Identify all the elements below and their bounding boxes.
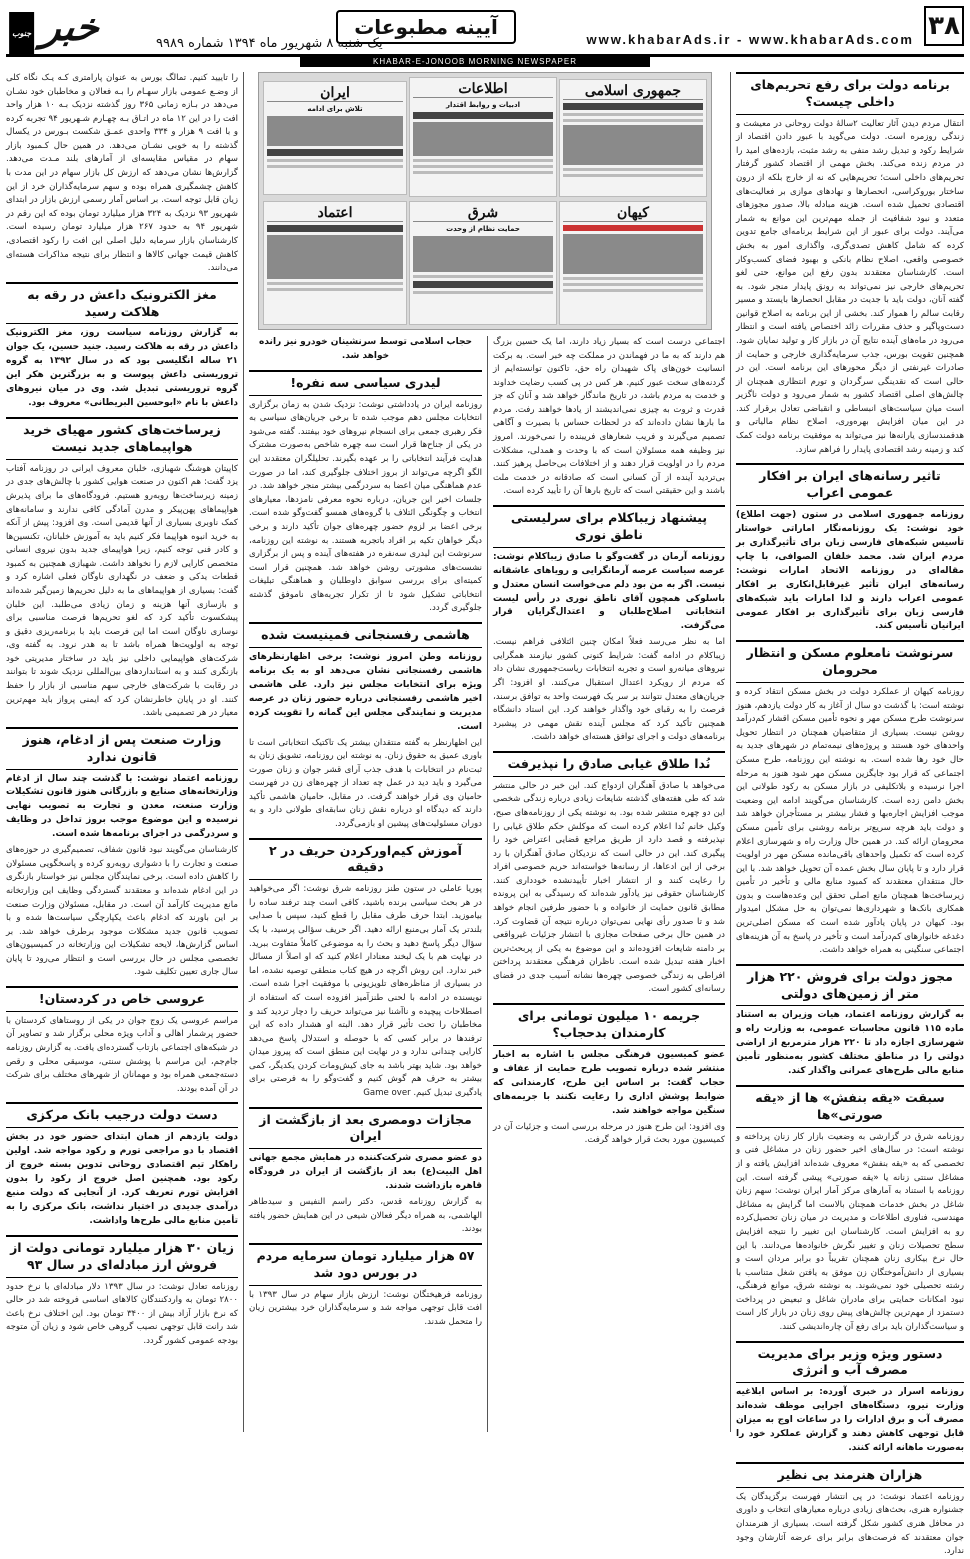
article-body: روزنامه اعتماد نوشت: در پی انتشار فهرست برگزیدگان یک جشنواره هنری، بحث‌های زیادی درباره معیارهای انتخاب و داوری در محافل هنری کشور شکل گرفته است. بسیاری از هنرمندان جوان معتقدند که فرصت‌های برابر برای عرضه آثارشان وجود ندارد.: [736, 1491, 964, 1557]
article-body: مراسم عروسی یک زوج جوان در یکی از روستاهای کردستان با حضور پرشمار اهالی و آداب ویژه محلی برگزار شد و تصاویر آن در شبکه‌های اجتماعی بازتاب گسترده‌ای یافت. به گزارش روزنامه جام‌جم، این مراسم با پوشش سنتی، موسیقی محلی و رقص دسته‌جمعی همراه بود و مهمانان از شهرهای مختلف برای شرکت در آن آمده بودند.: [6, 1015, 238, 1094]
newspapers-collage-photo: [258, 72, 712, 330]
article-headline[interactable]: سبقت «یقه بنفش» ها از «یقه صورتی»ها: [736, 1085, 964, 1128]
article-headline[interactable]: پیشنهاد زیباکلام برای سرلیستی ناطق نوری: [493, 505, 725, 548]
logo-subtitle: جنوب: [9, 12, 34, 54]
newspaper-headline: حمایت نظام از وحدت: [446, 225, 520, 233]
newspaper-masthead: کیهان: [563, 205, 703, 222]
section-title: آیینه مطبوعات: [336, 10, 516, 44]
newspaper-front-page: [559, 201, 707, 325]
article-headline[interactable]: زیرساخت‌های کشور مهیای خرید هواپیماهای جدید نیست: [6, 417, 238, 460]
column-left: [6, 72, 238, 1432]
article: [493, 1003, 725, 1148]
article-body: وی افزود: این طرح هنوز در مرحله بررسی است و جزئیات آن در کمیسیون مورد بحث قرار خواهد گرفت.: [493, 1121, 725, 1146]
article: [6, 282, 238, 411]
article-headline[interactable]: سرنوشت نامعلوم مسکن و انتظار محرومان: [736, 640, 964, 683]
article: [736, 463, 964, 634]
newspaper-masthead: اطلاعات: [413, 81, 553, 98]
article: [493, 336, 725, 499]
site-url[interactable]: www.khabarAds.ir - www.khabarAds.com: [586, 32, 914, 47]
article: [493, 505, 725, 745]
article-body: اما به نظر می‌رسد فعلاً امکان چنین ائتلافی فراهم نیست. زیباکلام در ادامه گفت: شرایط کنونی کشور نیازمند همگرایی نیروهای میانه‌رو است و تجربه انتخابات ریاست‌جمهوری نشان داد که مردم از رویکرد اعتدال استقبال می‌کنند. او افزود: اگر جریان‌های معتدل نتوانند بر سر یک فهرست واحد به توافق برسند، فرصت را به رقبای خود واگذار خواهند کرد. این استاد دانشگاه همچنین تأکید کرد که مجلس آینده نقش مهمی در پیشبرد برنامه‌های دولت و اجرای توافق هسته‌ای خواهد داشت.: [493, 637, 725, 743]
article-headline[interactable]: تاثیر رسانه‌های ایران بر افکار عمومی اعراب: [736, 463, 964, 506]
newspaper-front-page: [559, 79, 707, 197]
article-body: کارشناسان می‌گویند نبود قانون شفاف، تصمیم‌گیری در حوزه‌های صنعت و تجارت را با دشواری روبه‌رو کرده و پاسخگویی مسئولان را کاهش داده است. برخی نمایندگان مجلس نیز خواستار بازنگری در این ادغام شده‌اند و معتقدند گستردگی وظایف این وزارتخانه مانع مدیریت کارآمد آن است. در مقابل، مسئولان وزارت صنعت بر این باورند که ادغام باعث یکپارچگی سیاست‌ها شده و با تصویب قانون جدید مشکلات موجود برطرف خواهد شد. بر اساس گزارش‌ها، لایحه تشکیلات این وزارتخانه در کمیسیون‌های تخصصی مجلس در حال بررسی است و انتظار می‌رود تا پایان سال جاری تعیین تکلیف شود.: [6, 845, 238, 978]
newspaper-masthead: ایران: [267, 85, 403, 102]
article-body: را تاییید کنیم. تمالگ بورس به عنوان پارامتری کـه یـک نگاه کلی از وضـع عمومی بازار سهـام را بـه فعالان و مخاطبان خود نشـان می‌دهد در بـازه زمانی ۳۶۵ روز گذشته نزدیک بـه ۱۰ هزار واحد افت را در این ۱۲ ماه در اتـاق بـه چهـارم شـهریور ۹۴ تجربه کرده و با افت ۹ هزار و ۳۳۴ واحدی عمـق شکست بـورس در یکسال گذشته را به خوبی نشـان می‌دهد. در همین حال کـمبود بازار سهام در مقیاس مقایسه‌ای از آمارهای بلند مـدت می‌دهد. گزارش‌ها نشان می‌دهد که ارزش کل بازار سهام در این مدت با کاهش چشمگیری همراه بوده و سهم سرمایه‌گذاران خرد از این زیان قابل توجه است. بر اساس آمار رسمی ارزش بازار در ابتدای شهریور ۹۳ نزدیک به ۳۲۴ هزار میلیارد تومان بوده که این رقم در شهریور ۹۴ به حدود ۲۶۷ هزار میلیارد تومان رسیده است. کارشناسان بازار سرمایه دلیل اصلی این افت را رکود اقتصادی، کاهش قیمت جهانی کالاها و انتظار برای نتیجه مذاکرات هسته‌ای می‌دانند.: [6, 73, 238, 274]
article-lead: روزنامه وطن امروز نوشت: برخی اظهارنظرهای هاشمی رفسنجانی نشان می‌دهد او به یک برنامه ویژه برای انتخابات مجلس نیز دارد. علی هاشمی اخیر هاشمی رفسنجانی درباره حضور زنان در عرصه مدیریت و نمایندگی مجلس این گمانه را تقویت کرده است.: [249, 651, 482, 732]
newspaper-front-page: [263, 201, 407, 325]
newspaper-front-page: [409, 201, 557, 325]
article-headline[interactable]: آموزش کیم‌اورکردن حریف در ۲ دقیقه: [249, 838, 482, 881]
article-headline[interactable]: وزارت صنعت پس از ادغام، هنوز قانون ندارد: [6, 727, 238, 770]
column-divider: [730, 72, 731, 1432]
article: [736, 1085, 964, 1334]
article-headline[interactable]: هاشمی رفسنجانی فمینیست شده: [249, 622, 482, 648]
article-lead: به گزارش روزنامه اعتماد، هیات وزیران به استناد ماده ۱۱۵ قانون محاسبات عمومی، به وزارت راه و شهرسازی اجازه داد تا ۲۲۰ هزار مترمربع از اراضی دولتی را در مناطق مختلف کشور به‌منظور تأمین منابع مالی طرح‌های عمرانی واگذار کند.: [736, 1010, 964, 1077]
article-headline[interactable]: عروسی خاص در کردستان!: [6, 986, 238, 1012]
article: [249, 1107, 482, 1237]
article: [736, 72, 964, 457]
article: [6, 986, 238, 1096]
article-lead: روزنامه اعتماد نوشت: با گذشت چند سال از ادغام وزارتخانه‌های صنایع و بازرگانی هنوز قانون تشکیلات وزارت صنعت، معدن و تجارت به تصویب نهایی نرسیده و این موضوع موجب بروز تداخل در وظایف و سردرگمی در اجرای برنامه‌ها شده است.: [6, 773, 238, 840]
masthead: [6, 6, 964, 54]
newspaper-logo: [2, 6, 140, 50]
article-headline[interactable]: مجوز دولت برای فروش ۲۲۰ هزار متر از زمین‌های دولتی: [736, 964, 964, 1007]
article-body: روزنامه ایران در یادداشتی نوشت: نزدیک شدن به زمان برگزاری انتخابات مجلس دهم موجب شده تا برخی جریان‌های سیاسی به فکر رهبری جمعی برای انسجام نیروهای خود بیفتند. گفته می‌شود در یکی از جناح‌ها قرار است سه چهره شاخص به‌صورت مشترک هدایت فرآیند انتخاباتی را بر عهده بگیرند. تحلیلگران معتقدند این الگو اگرچه می‌تواند از بروز اختلاف جلوگیری کند، اما در صورت عدم هماهنگی میان اعضا به سردرگمی بیشتر منجر خواهد شد. در جلسات اخیر این جریان، درباره نحوه معرفی نامزدها، معیارهای انتخاب و چگونگی ائتلاف با گروه‌های همسو گفت‌وگو شده است. برخی اعضا بر لزوم حضور چهره‌های جوان تأکید دارند و برخی دیگر خواهان تکیه بر افراد باتجربه هستند. به نوشته این روزنامه، سرنوشت این لیدری سه‌نفره در هفته‌های آینده و پس از برگزاری نشست‌های مشورتی روشن خواهد شد. همچنین قرار است کمیته‌ای برای بررسی سوابق داوطلبان و هماهنگی تبلیغات انتخاباتی تشکیل شود تا از تکرار تجربه‌های ناموفق گذشته جلوگیری گردد.: [249, 399, 482, 614]
article: [249, 336, 482, 364]
article-headline[interactable]: لیدری سیاسی سه نفره!: [249, 370, 482, 396]
column-middle-right: [493, 336, 725, 1432]
article: [736, 1341, 964, 1456]
article-headline[interactable]: جریمه ۱۰ میلیون تومانی برای کارمندان بدحجاب؟: [493, 1003, 725, 1046]
article-lead: دولت یازدهم از همان ابتدای حضور خود در بخش اقتصاد با دو مراجعی تورم و رکود مواجه شد. اولین راهکار تیم اقتصادی روحانی تدوین بسته خروج از رکود بود. همچنین اصل خروج از رکود را بدون افزایش تورم تعریف کرد. از آنجایی که دولت منبع درآمدی جدیدی در اختیار نداشت، بانک مرکزی را به تأمین منابع مالی طرح‌ها واداشت.: [6, 1132, 238, 1226]
newspaper-masthead: اعتماد: [267, 205, 403, 222]
article: [736, 640, 964, 957]
article: [736, 1462, 964, 1559]
article-headline[interactable]: دست دولت درجیب بانک مرکزی: [6, 1102, 238, 1128]
newspaper-headline: تلاش برای ادامه: [307, 105, 363, 113]
newspaper-front-page: [263, 81, 407, 195]
article-body: روزنامه تعادل نوشت: در سال ۱۳۹۳ دلار مبادله‌ای با نرخ حدود ۲۸۰۰ تومان به واردکنندگان کالاهای اساسی فروخته شد در حالی که نرخ بازار آزاد بیش از ۳۴۰۰ تومان بود. این اختلاف نرخ باعث شد رانت قابل توجهی نصیب گروهی خاص شود و زیان آن متوجه بودجه عمومی کشور گردد.: [6, 1281, 239, 1346]
article: [6, 1235, 238, 1349]
article-body: اجتماعی درست است که بسیار زیاد دارند، اما یک حسین بزرگ هم دارند که به ما در فهماندن در مملکت چه خبر است. به برکت انسانیت خون‌های پاک شهیدان راه حق، تاکنون توانسته‌ایم از گردنه‌های سخت عبور کنیم. هر کس در پی کسب رضایت خداوند و خدمت به مردم باشد، در تاریخ ماندگار خواهد شد و آنان که جز قدرت و ثروت به چیزی نمی‌اندیشند از یادها خواهند رفت. مردم ما بارها نشان داده‌اند که در لحظات حساس با بصیرت و آگاهی تصمیم می‌گیرند و فریب شعارهای فریبنده را نمی‌خورند. امروز نیز وظیفه همه مسئولان است که با وحدت و همدلی، مشکلات مردم را در اولویت قرار دهند و از اختلافات بی‌حاصل پرهیز کنند. بی‌تردید آینده از آن کسانی است که صادقانه در خدمت ملت باشند و این حقیقتی است که تاریخ بارها آن را تأیید کرده است.: [493, 337, 725, 497]
article-body: روزنامه شرق در گزارشی به وضعیت بازار کار زنان پرداخته و نوشته است: در سال‌های اخیر حضور زنان در مشاغل فنی و تخصصی که به «یقه بنفش» معروف شده‌اند افزایش یافته و از مشاغل سنتی زنانه یا «یقه صورتی» پیشی گرفته است. این روزنامه با استناد به آمارهای مرکز آمار ایران نوشت: سهم زنان شاغل در بخش خدمات همچنان بالاست اما گرایش به مشاغل مهندسی، فناوری اطلاعات و مدیریت در میان زنان تحصیل‌کرده رو به افزایش است. کارشناسان این تغییر را نتیجه افزایش سطح تحصیلات زنان و تغییر نگرش خانواده‌ها می‌دانند. با این حال نرخ بیکاری زنان همچنان تقریباً دو برابر مردان است و بسیاری از دانش‌آموختگان زن موفق به یافتن شغل متناسب با رشته تحصیلی خود نمی‌شوند. به نوشته شرق، موانع فرهنگی، نبود امکانات حمایتی برای مادران شاغل و تبعیض در پرداخت دستمزد از مهم‌ترین چالش‌های پیش روی زنان در بازار کار است و سیاست‌گذاران باید برای رفع آن چاره‌اندیشی کنند.: [736, 1131, 964, 1332]
column-middle-left: [249, 336, 482, 1432]
article-lead: روزنامه اسرار در خبری آورده: بر اساس ابلاغیه وزارت نیرو، دستگاه‌های اجرایی موظف شده‌اند مصرف آب و برق ادارات را در ساعات اوج به میزان قابل توجهی کاهش دهند و گزارش عملکرد خود را به‌صورت ماهانه ارائه کنند.: [736, 1387, 964, 1454]
article-body: کاپیتان هوشنگ شهبازی، خلبان معروف ایرانی در روزنامه آفتاب یزد گفت: هم اکنون در صنعت هوایی کشور با چالش‌های جدی در زمینه زیرساخت‌ها روبه‌رو هستیم. فرودگاه‌های ما برای پذیرش هواپیماهای پهن‌پیکر و مدرن آمادگی کافی ندارند و سامانه‌های کمک ناوبری بسیاری از آنها قدیمی است. وی افزود: پیش از آنکه به خرید انبوه هواپیما فکر کنیم باید به آموزش خلبانان، تکنسین‌ها و کادر فنی توجه کنیم، زیرا هواپیمای جدید بدون نیروی انسانی متخصص کارایی لازم را نخواهد داشت. شهبازی همچنین به کمبود قطعات یدکی و ضعف در نگهداری ناوگان فعلی اشاره کرد و گفت: بسیاری از هواپیماهای ما به دلیل تحریم‌ها زمین‌گیر شده‌اند و بازسازی آنها هزینه و زمان زیادی می‌طلبد. این خلبان پیشکسوت تأکید کرد که لغو تحریم‌ها فرصت مناسبی برای نوسازی ناوگان است اما این فرصت باید با برنامه‌ریزی دقیق و توجه به اولویت‌ها همراه باشد تا به هدر نرود. به گفته وی، شرکت‌های هواپیمایی داخلی نیز باید در ساختار مدیریتی خود بازنگری کنند و به استانداردهای بین‌المللی نزدیک شوند تا بتوانند در رقابت با شرکت‌های خارجی سهم مناسبی از بازار را حفظ کنند. او در پایان خاطرنشان کرد که ایمنی پرواز باید مهم‌ترین معیار در هر تصمیمی باشد.: [6, 463, 238, 719]
article-lead: روزنامه آرمان در گفت‌وگو با صادق زیباکلام نوشت: عرصه سیاست عرصه آرمانگرایی و رویاهای عاشقانه نیست. اگر به من بود دلم می‌خواست انسان معتدل و باسلوکی همچون آقای ناطق نوری در رأس لیست انتخاباتی اصلاح‌طلبان و اعتدال‌گرایان قرار می‌گرفت.: [493, 551, 725, 632]
article-lead: دو عضو مصری شرکت‌کننده در همایش مجمع جهانی اهل البیت(ع) بعد از بازگشت از ایران در فرودگاه قاهره بازداشت شدند.: [249, 1153, 482, 1192]
article-body: این اظهارنظر به گفته منتقدان بیشتر یک تاکتیک انتخاباتی است تا باوری عمیق به حقوق زنان. به نوشته این روزنامه، تشویق زنان به ثبت‌نام در انتخابات با هدف جذب آرای قشر جوان و زنان صورت می‌گیرد و باید دید در عمل چه تعداد از چهره‌های زن در فهرست حامیان وی قرار خواهند گرفت. در مقابل، حامیان هاشمی تأکید دارند که دیدگاه او درباره نقش زنان سابقه‌ای طولانی دارد و به دوران مسئولیت‌های پیشین او بازمی‌گردد.: [249, 737, 482, 829]
newspaper-front-page: [409, 77, 557, 197]
article-headline[interactable]: هزاران هنرمند بی نظیر: [736, 1462, 964, 1488]
column-divider: [487, 336, 488, 1432]
article: [736, 964, 964, 1079]
article-body: به گزارش روزنامه قدس، دکتر راسم النفیس و سیدطاهر الهاشمی، به همراه دیگر فعالان شیعی در این همایش حضور یافته بودند.: [249, 1197, 482, 1235]
article-body: روزنامه فرهیختگان نوشت: ارزش بازار سهام در سال ۱۳۹۳ با افت قابل توجهی مواجه شد و سرمایه‌گذاران خرد بیشترین زیان را متحمل شدند.: [249, 1289, 482, 1327]
article: [249, 1243, 482, 1329]
newspaper-masthead: شرق: [413, 205, 553, 222]
newspaper-masthead: جمهوری اسلامی: [563, 83, 703, 100]
article: [249, 622, 482, 832]
article: [6, 417, 238, 721]
newspaper-headline: ادبیات و روابط اقتدار: [445, 101, 521, 109]
article-lead: به گزارش روزنامه سیاست روز، مغز الکترونیک داعش در رقه به هلاکت رسید. جنید حسین، یک جوان ۲۱ ساله انگلیسی بود که در سال ۱۳۹۲ به گروه تروریستی داعش پیوست و به بزرگترین هکر این گروه تروریستی تبدیل شد. وی در میان نیروهای داعش با نام «ابوحسین البریطانی» معروف بود.: [6, 328, 239, 409]
article-lead: روزنامه جمهوری اسلامی در ستون (جهت اطلاع) خود نوشت: یک روزنامه‌نگار اماراتی خواستار تأسیس شبکه‌های فارسی زبان برای تأثیرگذاری بر مردم ایران شد. محمد خلفان الصوافی، با چاپ مقاله‌ای در روزنامه الاتحاد امارات نوشت: رسانه‌های ایران تأثیر غیرقابل‌انکاری بر افکار عمومی اعراب دارند و لذا امارات باید شبکه‌های فارسی زبان برای تأثیرگذاری بر افکار عمومی ایرانیان تأسیس کند.: [736, 509, 964, 632]
article-headline[interactable]: مجازات دومصری بعد از بازگشت از ایران: [249, 1107, 482, 1150]
article-lead: حجاب اسلامی توسط سرنشینان خودرو نیز رانده خواهد شد.: [259, 337, 472, 361]
article: [493, 751, 725, 997]
article-lead: عضو کمیسیون فرهنگی مجلس با اشاره به اخبار منتشر شده درباره تصویب طرح حمایت از عفاف و حجاب گفت: بر اساس این طرح، کارمندانی که ضوابط پوشش اداری را رعایت نکنند با جریمه‌های سنگین مواجه خواهند شد.: [493, 1049, 725, 1116]
column-divider: [243, 72, 244, 1432]
article-headline[interactable]: برنامه دولت برای رفع تحریم‌های داخلی چیست؟: [736, 72, 964, 115]
article-headline[interactable]: ۵۷ هزار میلیارد تومان سرمایه مردم در بورس دود شد: [249, 1243, 482, 1286]
article: [249, 838, 482, 1101]
article: [6, 727, 238, 980]
logo-text: خبر: [39, 4, 104, 49]
article-body: می‌خواهد با صادق آهنگران ازدواج کند. این خبر در حالی منتشر شد که طی هفته‌های گذشته شایعات زیادی درباره زندگی شخصی این دو چهره منتشر شده بود. به نوشته یکی از روزنامه‌های صبح، وکیل خانم نُدا اعلام کرده است که موکلش حکم طلاق غیابی را نپذیرفته و قصد دارد از طریق مراجع قضایی اعتراض خود را پیگیری کند. این در حالی است که نزدیکان صادق آهنگران با رد برخی از این ادعاها، از رسانه‌ها خواسته‌اند حریم خصوصی افراد را رعایت کنند و از انتشار اخبار تأییدنشده خودداری کنند. کارشناسان حقوقی نیز یادآور شده‌اند که رسیدگی به این پرونده مطابق قانون حمایت از خانواده و با حضور طرفین انجام خواهد شد و تا صدور رأی نهایی نمی‌توان درباره نتیجه آن قضاوت کرد. در همین حال برخی صفحات مجازی با انتشار جزئیات غیرواقعی بر دامنه شایعات افزوده‌اند و این موضوع به یکی از پربحث‌ترین اخبار هفته تبدیل شده است. ناظران فرهنگی معتقدند پرداختن افراطی به زندگی خصوصی چهره‌ها نشانه آسیب جدی در فضای رسانه‌ای کشور است.: [493, 780, 725, 995]
issue-date: یک شنبه ۸ شهریور ماه ۱۳۹۴ شماره ۹۹۸۹: [156, 36, 383, 51]
article-body: روزنامه کیهان از عملکرد دولت در بخش مسکن انتقاد کرده و نوشته است: با گذشت دو سال از آغاز به کار دولت یازدهم، هنوز سرنوشت طرح مسکن مهر و نحوه تأمین مسکن اقشار کم‌درآمد روشن نیست. بسیاری از متقاضیان همچنان در انتظار تحویل واحدهای خود هستند و پروژه‌های نیمه‌تمام در شهرهای جدید به حال خود رها شده است. به نوشته این روزنامه، طرح مسکن اجتماعی که قرار بود جایگزین مسکن مهر شود هنوز به مرحله اجرا نرسیده و بلاتکلیفی در بازار مسکن به رکود طولانی این بخش دامن زده است. کارشناسان می‌گویند ادامه این وضعیت موجب افزایش اجاره‌بها و فشار بیشتر بر مستأجران خواهد شد و دولت باید هرچه سریع‌تر برنامه روشنی برای تأمین مسکن محرومان ارائه کند. در همین حال وزارت راه و شهرسازی اعلام کرده است که تکمیل واحدهای باقی‌مانده مسکن مهر در اولویت قرار دارد و تا پایان سال بخش عمده آن تحویل خواهد شد. با این حال منتقدان معتقدند که کمبود منابع مالی و تأخیر در تأمین زیرساخت‌ها همچنان مانع اصلی تحقق این وعده‌هاست و بدون همکاری بانک‌ها و شهرداری‌ها نمی‌توان به حل مشکل امیدوار بود. کیهان در پایان یادآور شده است که مسکن اصلی‌ترین دغدغه خانوارهای کم‌درآمد است و تأخیر در پاسخ به آن هزینه‌های اجتماعی سنگینی به همراه خواهد داشت.: [736, 687, 964, 956]
page-number: ۳۸: [924, 6, 964, 46]
article: [6, 72, 238, 276]
article-headline[interactable]: مغز الکترونیک داعش در رقه به هلاکت رسید: [6, 282, 238, 325]
article: [6, 1102, 238, 1228]
article-headline[interactable]: نُدا طلاق غیابی صادق را نپذیرفت: [493, 751, 725, 777]
article: [249, 370, 482, 616]
article-headline[interactable]: دستور ویژه وزیر برای مدیریت مصرف آب و انرژی: [736, 1341, 964, 1384]
column-right: [736, 72, 964, 1557]
sub-brand: KHABAR-E-JONOOB MORNING NEWSPAPER: [300, 56, 650, 67]
article-headline[interactable]: زیان ۳۰ هزار میلیارد تومانی دولت از فروش ارز مبادله‌ای در سال ۹۳: [6, 1235, 238, 1278]
article-body: انتقال مردم دیدن آثار تعالیت ۲سالۀ دولت روحانی در معیشت و زندگی روزمره است. دولت می‌گوید با عبور دادن اقتصاد از شرایط رکود و تبدیل رشد منفی به رشد مثبت، بازده‌های امید را در مردم زنده می‌کند. بخش مهمی از اقتصاد کشور گرفتار تحریم‌های داخلی است؛ تحریم‌هایی که نه از خارج بلکه از درون ساختار بوروکراسی، انحصارها و نهادهای موازی بر فعالیت‌های اقتصادی تحمیل شده است. هزینه مبادله بالا، صدور مجوزهای متعدد و نبود شفافیت از جمله مهم‌ترین این موانع به شمار می‌آیند. دولت برای عبور از این شرایط برنامه‌ای جامع تدوین کرده که شامل کاهش تصدی‌گری، واگذاری امور به بخش خصوصی واقعی، اصلاح نظام بانکی و بهبود فضای کسب‌وکار است. کارشناسان معتقدند بدون رفع این موانع، حتی لغو تحریم‌های خارجی نیز نمی‌تواند به رونق پایدار منجر شود. به گفته آنان، دولت باید با جدیت در مقابل انحصارها بایستد و مسیر رقابت سالم را هموار کند. بخشی از این برنامه به اصلاح قوانین دست‌وپاگیر و حذف مقررات زائد اختصاص یافته است و انتظار می‌رود در ماه‌های آینده نتایج آن در بازار کار و تولید نمایان شود. همچنین تقویت بورس، جذب سرمایه‌گذاری خارجی و حمایت از صادرات غیرنفتی از دیگر محورهای این برنامه است. این در حالی است که نقدینگی سرگردان و تورم انتظاری همچنان از چالش‌های اصلی اقتصاد کشور به شمار می‌رود و دولت ناگزیر است میان سیاست‌های انبساطی و انقباضی تعادل برقرار کند. در این میان افزایش بهره‌وری، اصلاح نظام مالیاتی و هدفمندسازی یارانه‌ها نیز می‌تواند به موفقیت برنامه دولت کمک کند و زمینه رشد اقتصادی پایدار را فراهم سازد.: [736, 118, 964, 455]
article-body: پوریا عاملی در ستون طنز روزنامه شرق نوشت: اگر می‌خواهید در هر بحث سیاسی برنده باشید، کافی است چند ترفند ساده را بیاموزید. ابتدا حرف طرف مقابل را قطع کنید، سپس با صدایی بلندتر یک آمار بی‌منبع ارائه دهید. اگر حریف سؤالی پرسید، با یک سؤال دیگر پاسخ دهید و بحث را به موضوعی کاملاً متفاوت ببرید. در نهایت هم با یک لبخند معنادار اعلام کنید که او اصلاً از مسائل خبر ندارد. این روش اگرچه در هیچ کتاب منطقی توصیه نشده، اما در بسیاری از مناظره‌های تلویزیونی با موفقیت اجرا شده است. نویسنده در ادامه با لحنی طنزآمیز افزوده است که استفاده از اصطلاحات پیچیده و ناآشنا نیز می‌تواند حریف را دچار تردید کند و مخاطبان را تحت تأثیر قرار دهد. البته او هشدار داده که این ترفندها در برابر کسی که با حوصله و استدلال پاسخ می‌دهد کارایی چندانی ندارد و در نهایت این منطق است که پیروز میدان خواهد بود. شاید بهتر باشد به جای کیش‌ومات کردن یکدیگر، کمی بیشتر به حرف هم گوش کنیم و گفت‌وگو را به فرصتی برای یادگیری تبدیل کنیم. Game over: [249, 884, 482, 1098]
